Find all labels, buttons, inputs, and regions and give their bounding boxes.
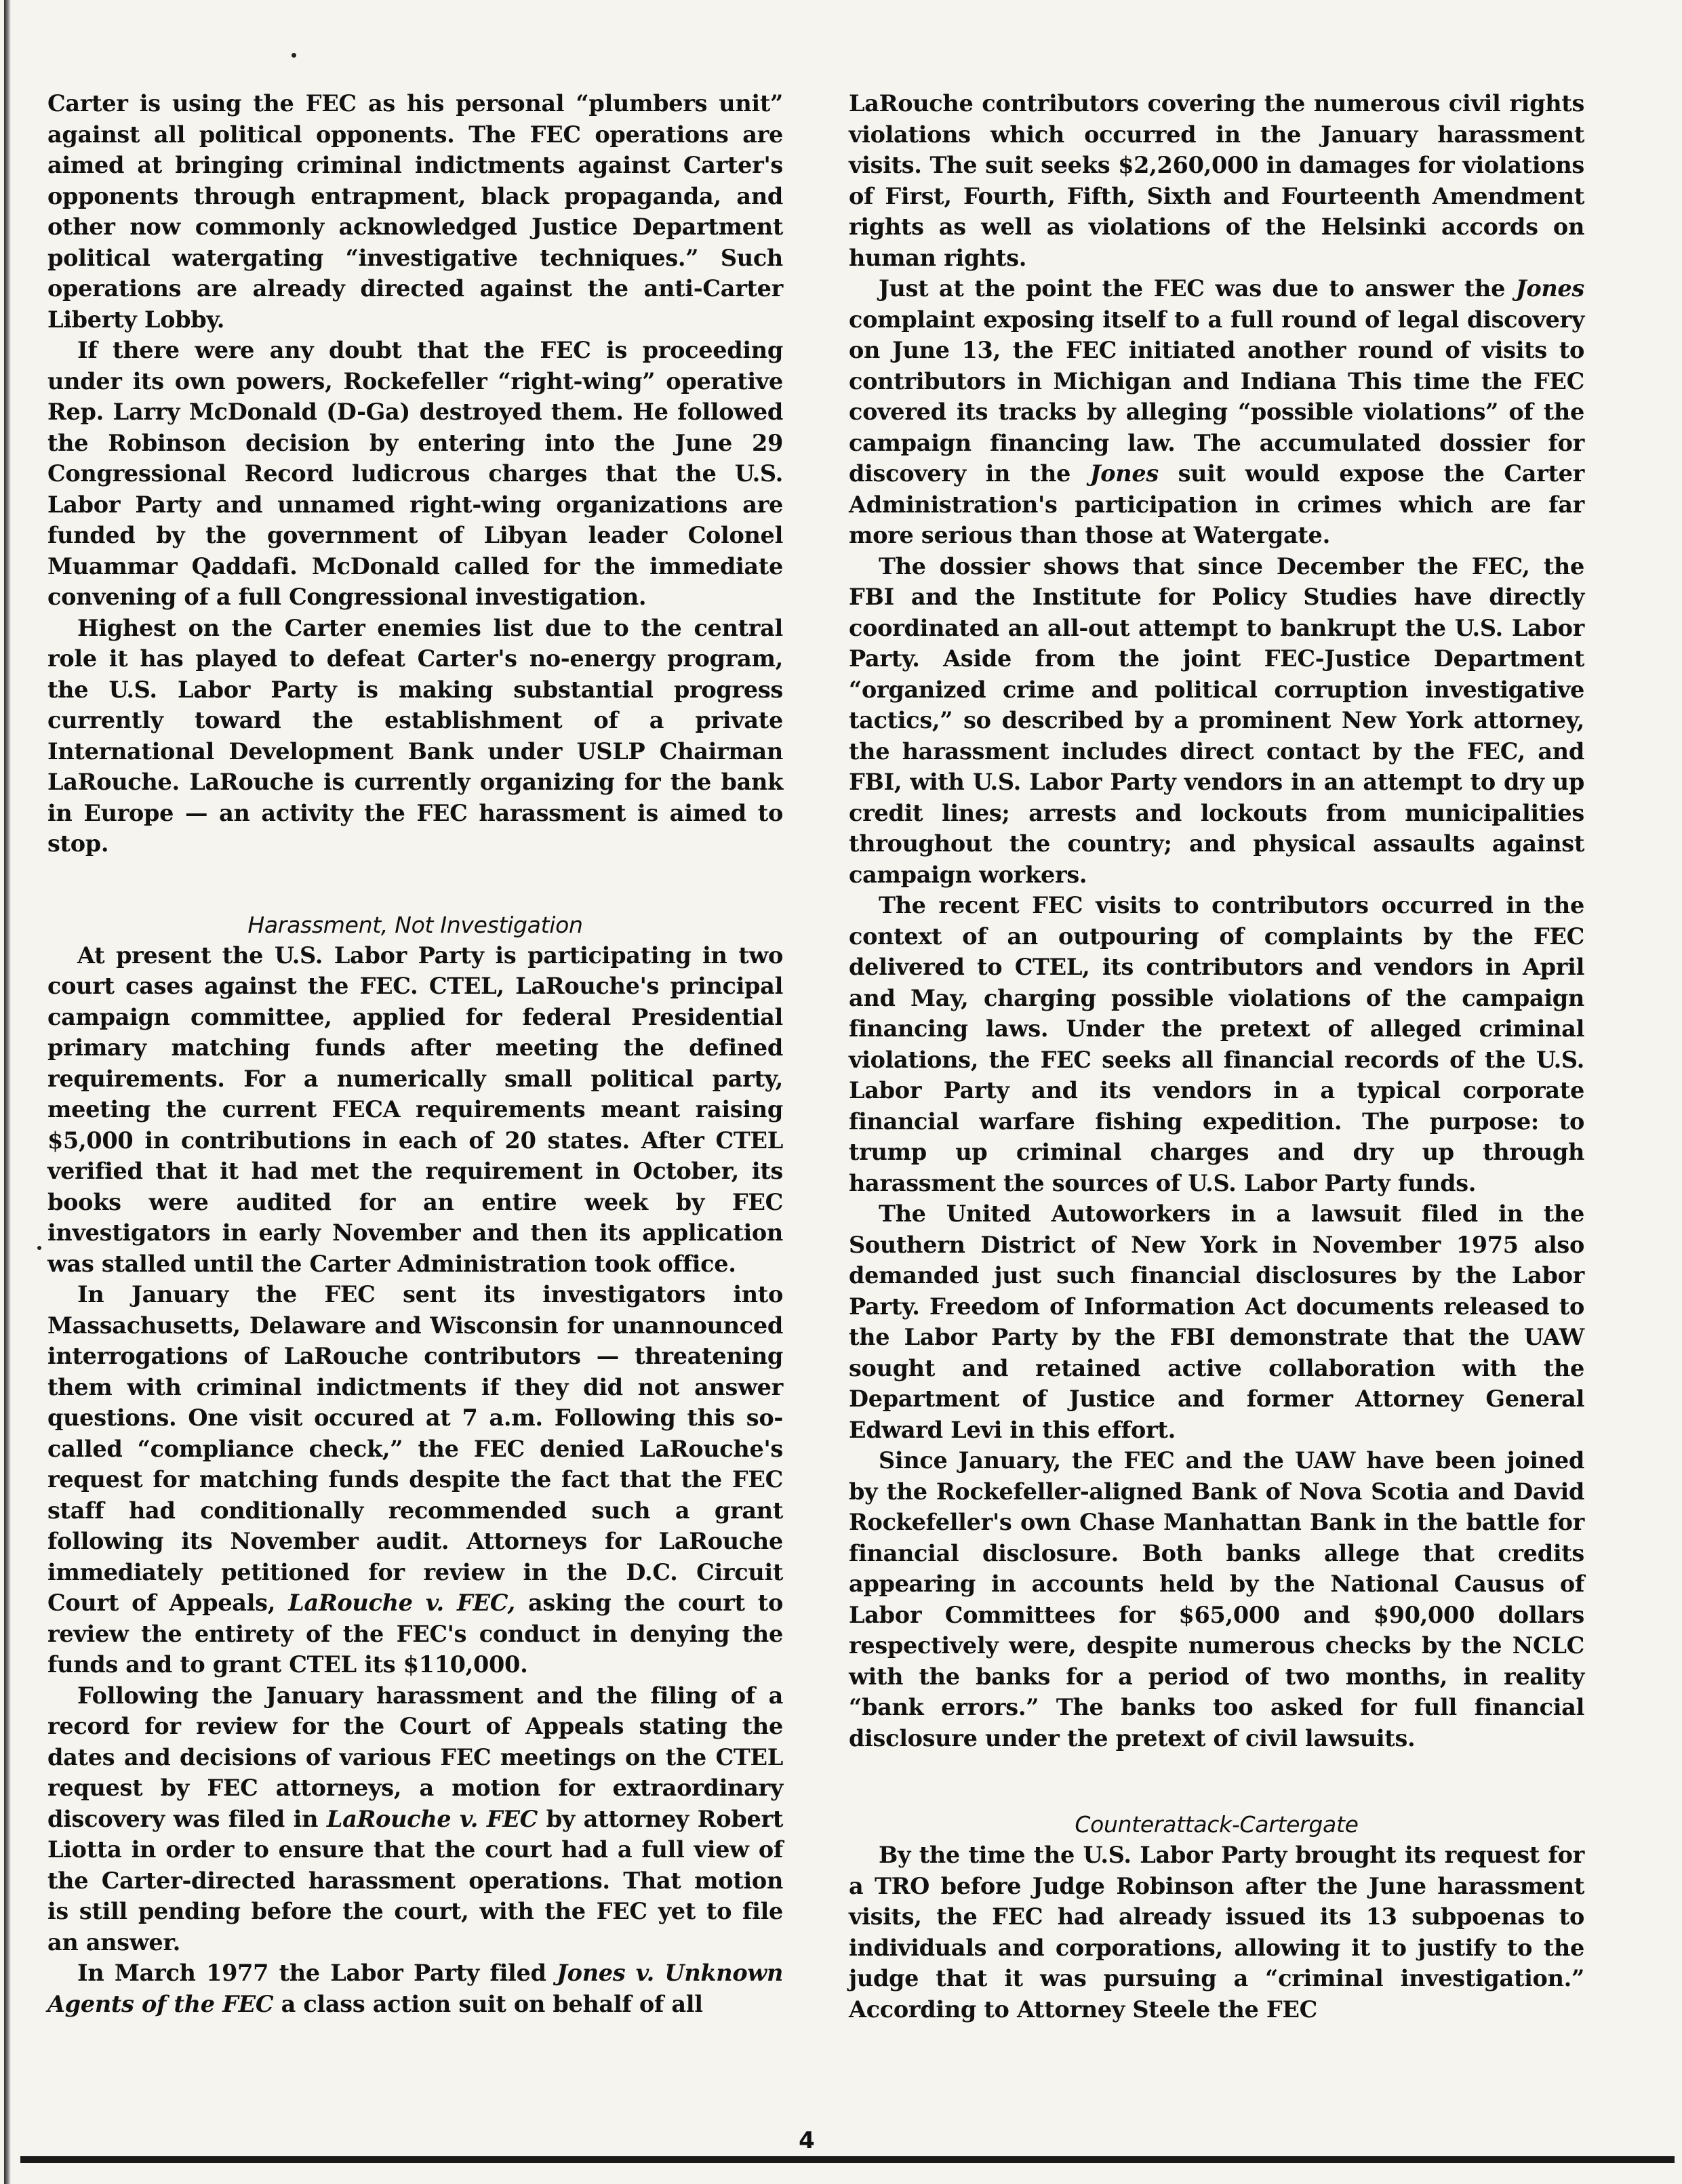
paragraph-text: asking the court to review the entirety of the FEC's conduct in denying the funds and to grant CTEL its $110,000. (47, 1590, 783, 1678)
case-name: Jones (1089, 460, 1159, 487)
right-column (849, 88, 1584, 2025)
scan-edge-shadow (4, 0, 11, 2184)
article-paragraph: The dossier shows that since December the FEC, the FBI and the Institute for Policy Studies have directly coordinated an all-out attempt to bankrupt the U.S. Labor Party. Aside from the joint FEC-Justice Department “organized crime and political corruption investigative tactics,” so described by a prominent New York attorney, the harassment includes direct contact by the FEC, and FBI, with U.S. Labor Party vendors in an attempt to dry up credit lines; arrests and lockouts from municipalities throughout the country; and physical assaults against campaign workers. (849, 552, 1584, 888)
article-paragraph: Since January, the FEC and the UAW have been joined by the Rockefeller-aligned Bank of Nova Scotia and David Rockefeller's own Chase Manhattan Bank in the battle for financial disclosure. Both banks allege that credits appearing in accounts held by the National Causus of Labor Committees for $65,000 and $90,000 dollars respectively were, despite numerous checks by the NCLC with the banks for a period of two months, in reality “bank errors.” The banks too asked for full financial disclosure under the pretext of civil lawsuits. (849, 1447, 1584, 1752)
article-paragraph: Carter is using the FEC as his personal “plumbers unit” against all political opponents. The FEC operations are aimed at bringing criminal indictments against Carter's opponents through entrapment, black propaganda, and other now commonly acknowledged Justice Department political watergating “investigative techniques.” Such operations are already directed against the anti-Carter Liberty Lobby. (47, 90, 783, 333)
ink-speck (37, 1246, 41, 1250)
paragraph-text: suit would expose the Carter Administration's participation in crimes which are far more serious than those at Watergate. (849, 460, 1584, 548)
paragraph-text: In March 1977 the Labor Party filed (77, 1960, 557, 1986)
article-paragraph: By the time the U.S. Labor Party brought its request for a TRO before Judge Robinson after the June harassment visits, the FEC had already issued its 13 subpoenas to individuals and corporations, allowing it to justify to the judge that it was pursuing a “criminal investigation.” According to Attorney Steele the FEC (849, 1842, 1584, 2023)
page-number: 4 (799, 2127, 815, 2154)
article-paragraph: If there were any doubt that the FEC is proceeding under its own powers, Rockefeller “right-wing” operative Rep. Larry McDonald (D-Ga) destroyed them. He followed the Robinson decision by entering into the June 29 Congressional Record ludicrous charges that the U.S. Labor Party and unnamed right-wing organizations are funded by the government of Libyan leader Colonel Muammar Qaddafi. McDonald called for the immediate convening of a full Congressional investigation. (47, 337, 783, 610)
article-paragraph: LaRouche contributors covering the numerous civil rights violations which occurred in the January harassment visits. The suit seeks $2,260,000 in damages for violations of First, Fourth, Fifth, Sixth and Fourteenth Amendment rights as well as violations of the Helsinki accords on human rights. (849, 90, 1584, 271)
paragraph-text: complaint exposing itself to a full round of legal discovery on June 13, the FEC initiated another round of visits to contributors in Michigan and Indiana This time the FEC covered its tracks by alleging “possible violations” of the campaign financing law. The accumulated dossier for discovery in the (849, 306, 1584, 487)
paragraph-text: by attorney Robert Liotta in order to ensure that the court had a full view of the Carter-directed harassment operations. That motion is still pending before the court, with the FEC yet to file an answer. (47, 1805, 783, 1956)
article-paragraph (849, 273, 1584, 551)
article-paragraph (47, 1958, 783, 2019)
article-paragraph (47, 1680, 783, 1958)
article-paragraph: The United Autoworkers in a lawsuit filed in the Southern District of New York in November 1975 also demanded just such financial disclosures by the Labor Party. Freedom of Information Act documents released to the Labor Party by the FBI demonstrate that the UAW sought and retained active collaboration with the Department of Justice and former Attorney General Edward Levi in this effort. (849, 1200, 1584, 1443)
paragraph-text: In January the FEC sent its investigators into Massachusetts, Delaware and Wisconsin for unannounced interrogations of LaRouche contributors — threatening them with criminal indictments if they did not answer questions. One visit occured at 7 a.m. Following this so-called “compliance check,” the FEC denied LaRouche's request for matching funds despite the fact that the FEC staff had conditionally recommended such a grant following its November audit. Attorneys for LaRouche immediately petitioned for review in the D.C. Circuit Court of Appeals, (47, 1281, 783, 1616)
case-name: LaRouche v. FEC (326, 1805, 538, 1832)
case-name: Jones v. Unknown Agents of the FEC (47, 1960, 784, 2017)
case-name: LaRouche v. FEC, (288, 1590, 515, 1616)
article-paragraph: At present the U.S. Labor Party is participating in two court cases against the FEC. CTEL, LaRouche's principal campaign committee, applied for federal Presidential primary matching funds after meeting the defined requirements. For a numerically small political party, meeting the current FECA requirements meant raising $5,000 in contributions in each of 20 states. After CTEL verified that it had met the requirement in October, its books were audited for an entire week by FEC investigators in early November and then its application was stalled until the Carter Administration took office. (47, 942, 783, 1277)
section-subheading: Counterattack-Cartergate (1075, 1811, 1359, 1838)
article-paragraph (47, 1279, 783, 1680)
footer-rule (20, 2156, 1675, 2163)
paragraph-text: Just at the point the FEC was due to answer the (879, 275, 1516, 302)
article-paragraph: Highest on the Carter enemies list due to the central role it has played to defeat Carter's no-energy program, the U.S. Labor Party is making substantial progress currently toward the establishment of a private International Development Bank under USLP Chairman LaRouche. LaRouche is currently organizing for the bank in Europe — an activity the FEC harassment is aimed to stop. (47, 614, 783, 857)
section-subheading: Harassment, Not Investigation (247, 911, 583, 938)
paragraph-text: a class action suit on behalf of all (273, 1990, 703, 2017)
ink-speck (292, 53, 296, 58)
article-paragraph: The recent FEC visits to contributors occurred in the context of an outpouring of complaints by the FEC delivered to CTEL, its contributors and vendors in April and May, charging possible violations of the campaign financing laws. Under the pretext of alleged criminal violations, the FEC seeks all financial records of the U.S. Labor Party and its vendors in a typical corporate financial warfare fishing expedition. The purpose: to trump up criminal charges and dry up through harassment the sources of U.S. Labor Party funds. (849, 892, 1584, 1196)
case-name: Jones (1515, 275, 1584, 302)
paragraph-text: Following the January harassment and the filing of a record for review for the Court of Appeals stating the dates and decisions of various FEC meetings on the CTEL request by FEC attorneys, a motion for extraordinary discovery was filed in (47, 1682, 783, 1832)
left-column (47, 88, 783, 2019)
